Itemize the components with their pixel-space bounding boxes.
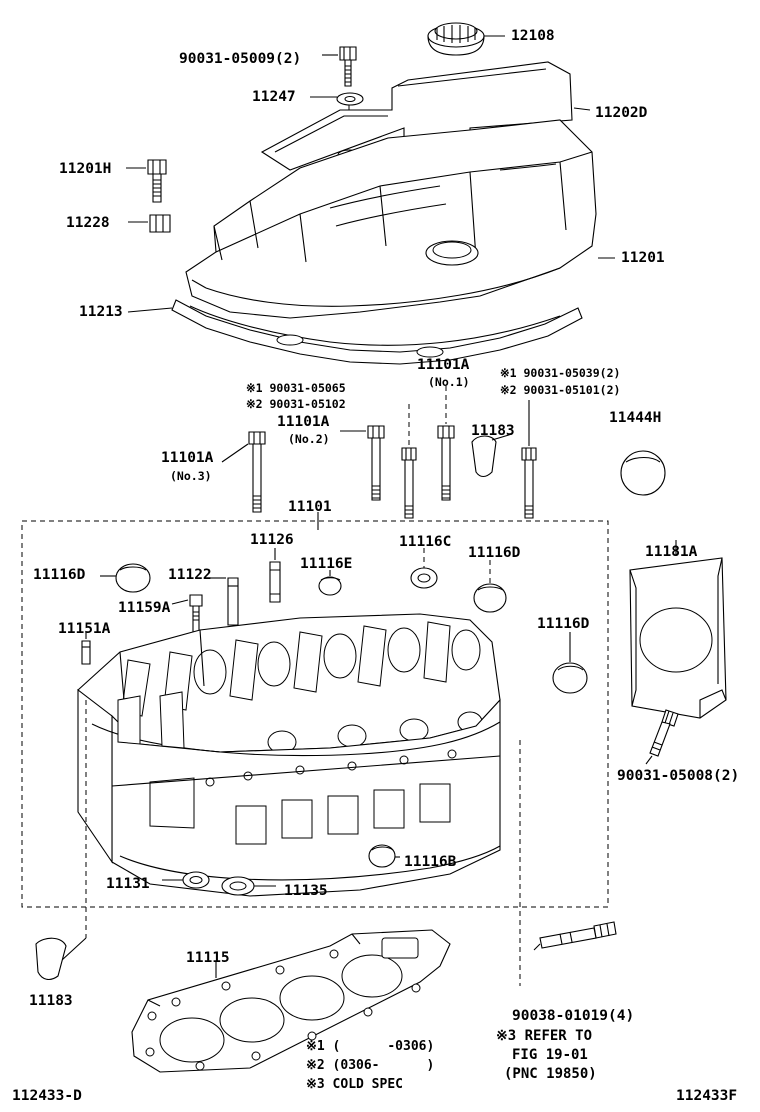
label-90031-05102: ※2 90031-05102 [246, 397, 346, 411]
label-11116D-left: 11116D [33, 567, 86, 583]
part-11116E-plug [319, 570, 341, 595]
part-90038-01019-bolt [534, 922, 616, 950]
label-90031-05008: 90031-05008(2) [617, 768, 740, 784]
label-11183-top: 11183 [471, 423, 515, 439]
label-no1: (No.1) [428, 375, 470, 389]
label-90031-05009: 90031-05009(2) [179, 51, 302, 67]
refer-line-3: (PNC 19850) [504, 1066, 597, 1082]
part-11101A-no1-bolt [438, 386, 454, 500]
label-11101A-no1: 11101A [417, 357, 470, 373]
label-11131: 11131 [106, 876, 150, 892]
footer-right-code: 112433F [676, 1088, 738, 1104]
part-90031-05065-bolt [402, 404, 416, 518]
label-11126: 11126 [250, 532, 294, 548]
label-no3: (No.3) [170, 469, 212, 483]
part-11201H-bolt [126, 160, 166, 202]
part-11183-semicircular-plug-bottom [36, 938, 66, 979]
label-90031-05039: ※1 90031-05039(2) [500, 366, 621, 380]
part-11116D-plug-right [553, 632, 587, 693]
part-11183-semicircular-plug-top [472, 434, 512, 477]
part-11116C-ring [411, 548, 437, 588]
label-11116B: 11116B [404, 854, 457, 870]
part-12108-oil-filler-cap [428, 23, 505, 55]
part-11116D-plug-left [100, 564, 150, 592]
part-11247-seal-washer [310, 93, 363, 105]
label-no2: (No.2) [288, 432, 330, 446]
label-11116D-center: 11116D [468, 545, 521, 561]
label-90038-01019: 90038-01019(4) [512, 1008, 635, 1024]
note-3: ※3 COLD SPEC [306, 1077, 403, 1092]
label-11101A-no3: 11101A [161, 450, 214, 466]
label-11213: 11213 [79, 304, 123, 320]
label-11201H: 11201H [59, 161, 112, 177]
label-11135: 11135 [284, 883, 328, 899]
label-11116D-right: 11116D [537, 616, 590, 632]
part-11444H-cap [621, 451, 665, 495]
refer-line-1: ※3 REFER TO [496, 1028, 593, 1044]
label-11247: 11247 [252, 89, 296, 105]
part-11181A-gasket [630, 540, 726, 718]
label-11115: 11115 [186, 950, 230, 966]
label-11202D: 11202D [595, 105, 648, 121]
label-90031-05101: ※2 90031-05101(2) [500, 383, 621, 397]
label-11444H: 11444H [609, 410, 662, 426]
part-11122-valve-guide [210, 578, 238, 625]
part-11101A-no2-bolt [340, 426, 384, 500]
part-11116D-plug-center [474, 560, 506, 612]
part-90031-05009-bolt [322, 47, 356, 86]
part-11101A-no3-bolt [222, 432, 265, 512]
label-11159A: 11159A [118, 600, 171, 616]
part-90031-05039-bolt [522, 400, 536, 518]
part-90031-05008-bolt [646, 710, 678, 764]
part-11228-plug [128, 215, 170, 232]
footer-left-code: 112433-D [12, 1088, 82, 1104]
label-11151A: 11151A [58, 621, 111, 637]
label-11183-bottom: 11183 [29, 993, 73, 1009]
note-1: ※1 ( -0306) [306, 1039, 435, 1054]
part-11201-cylinder-head-cover [186, 120, 615, 318]
label-11116C: 11116C [399, 534, 452, 550]
part-11126-valve-stem-seal [270, 548, 280, 602]
label-11101: 11101 [288, 499, 332, 515]
label-12108: 12108 [511, 28, 555, 44]
label-11181A: 11181A [645, 544, 698, 560]
label-90031-05065: ※1 90031-05065 [246, 381, 346, 395]
label-11122: 11122 [168, 567, 212, 583]
refer-line-2: FIG 19-01 [512, 1047, 588, 1063]
note-2: ※2 (0306- ) [306, 1058, 435, 1073]
part-11159A-plug [172, 595, 202, 632]
label-11101A-no2: 11101A [277, 414, 330, 430]
label-11116E: 11116E [300, 556, 353, 572]
label-11228: 11228 [66, 215, 110, 231]
label-11201: 11201 [621, 250, 665, 266]
